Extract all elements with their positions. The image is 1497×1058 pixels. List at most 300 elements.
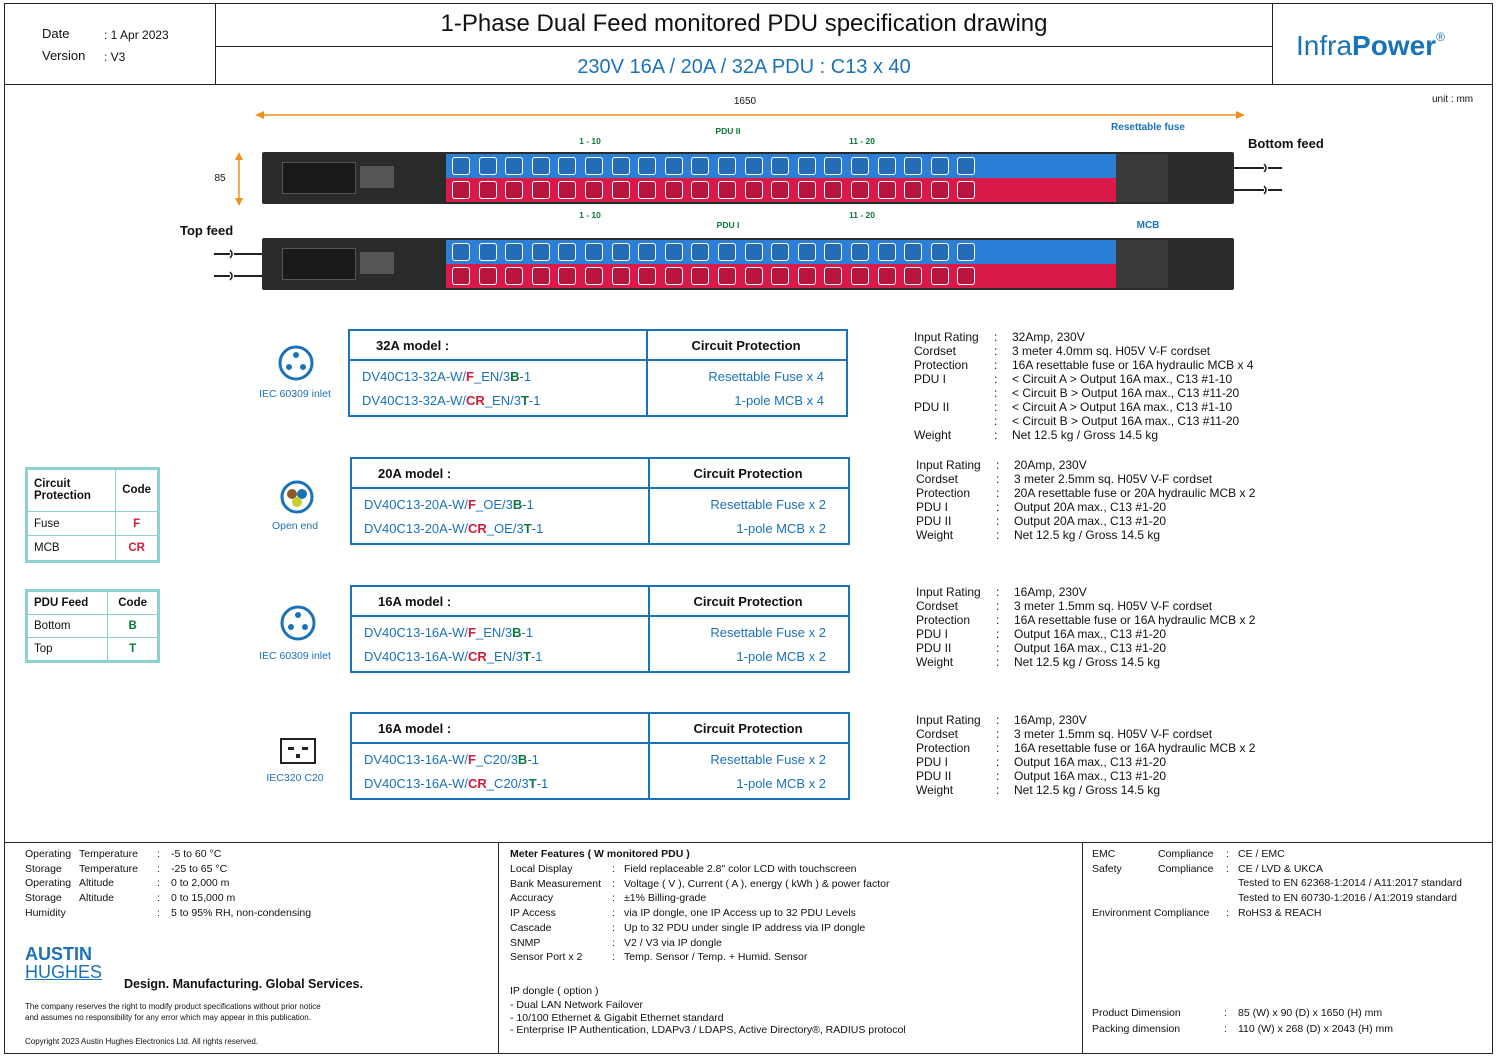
- model-box-divider: [352, 487, 848, 489]
- spec-block: [916, 458, 1255, 542]
- c13-outlet: [851, 243, 869, 261]
- spec-row: [916, 755, 1255, 769]
- env-row: [25, 906, 311, 921]
- disclaimer-line-1: The company reserves the right to modify product specifications without prior notice: [25, 1002, 321, 1011]
- c20-socket-icon: [279, 737, 317, 765]
- protection-code: CR: [466, 393, 485, 408]
- c13-outlet: [798, 157, 816, 175]
- c13-outlet: [452, 181, 470, 199]
- model-code-mid: _OE/3: [476, 497, 513, 512]
- c13-outlet: [904, 267, 922, 285]
- env-row: [25, 876, 229, 891]
- c13-outlet: [505, 157, 523, 175]
- iec60309-icon: [280, 605, 316, 641]
- c13-outlet: [638, 267, 656, 285]
- spec-colon: :: [996, 514, 1000, 528]
- spec-key: Cordset: [916, 727, 959, 741]
- c13-outlet: [638, 243, 656, 261]
- spec-value: 20A resettable fuse or 20A hydraulic MCB x 2: [1014, 486, 1256, 500]
- model-code-prefix: DV40C13-32A-W/: [362, 393, 467, 408]
- footer-divider: [4, 842, 1493, 843]
- meter-row: [510, 936, 722, 951]
- meter-colon: :: [612, 907, 615, 920]
- c13-outlet: [957, 157, 975, 175]
- protection-value: Resettable Fuse x 2: [710, 497, 826, 512]
- c13-outlet: [878, 157, 896, 175]
- protection-code: CR: [468, 521, 487, 536]
- env-type: Operating: [25, 877, 72, 890]
- model-code-suffix: -1: [519, 369, 532, 384]
- protection-value: Resettable Fuse x 2: [710, 625, 826, 640]
- protection-value: Resettable Fuse x 2: [710, 752, 826, 767]
- dimension-key: Product Dimension: [1092, 1007, 1181, 1019]
- logo-hughes: HUGHES: [25, 962, 103, 982]
- c13-outlet: [745, 267, 763, 285]
- protection-code: CR: [468, 776, 487, 791]
- env-colon: :: [157, 892, 160, 905]
- legend-fuse-code: F: [116, 511, 158, 536]
- spec-colon: :: [994, 344, 998, 358]
- spec-value: 3 meter 2.5mm sq. H05V V-F cordset: [1014, 472, 1213, 486]
- compliance-row: [1092, 876, 1462, 891]
- env-row: [25, 847, 221, 862]
- legend-mcb-label: MCB: [28, 536, 116, 561]
- spec-value: 16Amp, 230V: [1014, 585, 1087, 599]
- unit-label: unit : mm: [1432, 94, 1474, 105]
- model-code-prefix: DV40C13-16A-W/: [364, 625, 469, 640]
- spec-key: PDU II: [916, 514, 952, 528]
- spec-row: [916, 585, 1255, 599]
- spec-key: PDU I: [916, 755, 949, 769]
- c13-outlet: [612, 181, 630, 199]
- company-tagline: Design. Manufacturing. Global Services.: [124, 977, 363, 991]
- spec-row: [914, 428, 1253, 442]
- c13-outlet: [532, 157, 550, 175]
- c13-outlet: [479, 243, 497, 261]
- spec-value: 3 meter 1.5mm sq. H05V V-F cordset: [1014, 727, 1213, 741]
- copyright: Copyright 2023 Austin Hughes Electronics Ltd. All rights reserved.: [25, 1037, 259, 1046]
- page-subtitle: 230V 16A / 20A / 32A PDU : C13 x 40: [577, 56, 911, 78]
- spec-value: 16Amp, 230V: [1014, 713, 1087, 727]
- spec-key: Input Rating: [916, 585, 981, 599]
- c13-outlet: [585, 157, 603, 175]
- env-type: Humidity: [25, 906, 66, 919]
- blank-strip-red: [996, 264, 1116, 288]
- dongle-item: - Dual LAN Network Failover: [510, 999, 644, 1011]
- length-label: 1650: [733, 96, 757, 107]
- c13-outlet: [904, 157, 922, 175]
- spec-row: [916, 514, 1255, 528]
- spec-value: Net 12.5 kg / Gross 14.5 kg: [1014, 783, 1161, 797]
- protection-value: Resettable Fuse x 4: [708, 369, 824, 384]
- model-code-suffix: -1: [522, 497, 534, 512]
- spec-row: [916, 741, 1255, 755]
- spec-key: PDU I: [916, 627, 949, 641]
- spec-key: Cordset: [916, 599, 959, 613]
- spec-colon: :: [996, 599, 1000, 613]
- spec-value: 32Amp, 230V: [1012, 330, 1085, 344]
- spec-value: 16A resettable fuse or 16A hydraulic MCB x 2: [1014, 613, 1256, 627]
- spec-row: [916, 627, 1255, 641]
- c13-outlet: [718, 157, 736, 175]
- spec-colon: :: [996, 528, 1000, 542]
- inlet-label: IEC320 C20: [266, 772, 324, 784]
- spec-value: Output 16A max., C13 #1-20: [1014, 641, 1167, 655]
- date-label: Date: [42, 26, 70, 41]
- c13-outlet: [479, 181, 497, 199]
- protection-head: Circuit Protection: [691, 338, 801, 353]
- c13-outlet: [931, 157, 949, 175]
- dimension-value: 85 (W) x 90 (D) x 1650 (H) mm: [1238, 1007, 1383, 1019]
- compliance-value: CE / LVD & UKCA: [1238, 862, 1323, 875]
- logo-austin: AUSTIN: [25, 944, 92, 964]
- spec-key: Weight: [914, 428, 952, 442]
- spec-row: [916, 769, 1255, 783]
- top-feed-cables: [212, 246, 262, 286]
- c13-outlet: [505, 243, 523, 261]
- c13-outlet: [798, 243, 816, 261]
- protection-code: CR: [468, 649, 487, 664]
- c13-outlet: [532, 243, 550, 261]
- env-value: 5 to 95% RH, non-condensing: [171, 906, 312, 919]
- c13-outlet: [745, 243, 763, 261]
- model-code-mid: _C20/3: [486, 776, 529, 791]
- compliance-area: Environment Compliance: [1092, 906, 1210, 919]
- spec-colon: :: [996, 769, 1000, 783]
- legend-fuse-label: Fuse: [28, 511, 116, 536]
- meter-value: Field replaceable 2.8" color LCD with touchscreen: [624, 863, 857, 875]
- spec-colon: :: [996, 472, 1000, 486]
- c13-outlet: [878, 181, 896, 199]
- spec-colon: :: [996, 627, 1000, 641]
- env-value: -5 to 60 °C: [171, 848, 222, 860]
- meter-colon: :: [612, 951, 615, 964]
- meter-value: Voltage ( V ), Current ( A ), energy ( kWh ) & power factor: [624, 877, 890, 890]
- lcd-display: [282, 248, 356, 280]
- model-code-line: [364, 752, 539, 767]
- legend-top-code: T: [108, 638, 158, 661]
- spec-value: 3 meter 4.0mm sq. H05V V-F cordset: [1012, 344, 1211, 358]
- spec-value: < Circuit A > Output 16A max., C13 #1-10: [1012, 372, 1233, 386]
- c13-outlet: [718, 243, 736, 261]
- lcd-display: [282, 162, 356, 194]
- spec-block: [914, 330, 1253, 442]
- c13-outlet: [505, 181, 523, 199]
- spec-row: [914, 358, 1253, 372]
- feed-code: T: [528, 776, 537, 791]
- protection-value: 1-pole MCB x 2: [736, 776, 826, 791]
- c13-outlet: [745, 181, 763, 199]
- model-head: 16A model :: [378, 594, 452, 609]
- spec-value: 16A resettable fuse or 16A hydraulic MCB x 2: [1014, 741, 1256, 755]
- c13-outlet: [585, 181, 603, 199]
- meter-row: [510, 921, 865, 936]
- top-feed-label: Top feed: [180, 223, 234, 238]
- spec-value: Output 20A max., C13 #1-20: [1014, 514, 1167, 528]
- spec-value: Net 12.5 kg / Gross 14.5 kg: [1012, 428, 1159, 442]
- model-code-line: [364, 625, 533, 640]
- legend-feed-header: PDU Feed: [28, 592, 108, 615]
- legend-protection-header: Circuit Protection: [28, 470, 116, 512]
- legend-bottom-label: Bottom: [28, 615, 108, 638]
- env-param: Temperature: [79, 862, 138, 875]
- pdu2-label-top: PDU II: [715, 126, 741, 136]
- c13-outlet: [771, 181, 789, 199]
- dimension-value: 110 (W) x 268 (D) x 2043 (H) mm: [1238, 1022, 1394, 1035]
- meter-value: ±1% Billing-grade: [624, 892, 707, 905]
- protection-head: Circuit Protection: [693, 721, 803, 736]
- bottom-feed-label: Bottom feed: [1248, 136, 1324, 151]
- env-param: Temperature: [79, 848, 138, 860]
- protection-value: 1-pole MCB x 2: [736, 649, 826, 664]
- protection-value: 1-pole MCB x 4: [734, 393, 824, 408]
- spec-row: [914, 386, 1253, 400]
- c13-outlet: [558, 181, 576, 199]
- c13-outlet: [851, 181, 869, 199]
- spec-value: 3 meter 1.5mm sq. H05V V-F cordset: [1014, 599, 1213, 613]
- model-code-prefix: DV40C13-16A-W/: [364, 649, 469, 664]
- env-value: 0 to 15,000 m: [171, 892, 236, 905]
- compliance-row: [1092, 891, 1457, 906]
- model-box-divider: [352, 615, 848, 617]
- c13-outlet: [665, 243, 683, 261]
- spec-colon: :: [996, 741, 1000, 755]
- spec-row: [916, 655, 1255, 669]
- dongle-item: - 10/100 Ethernet & Gigabit Ethernet standard: [510, 1011, 724, 1024]
- spec-value: < Circuit B > Output 16A max., C13 #11-20: [1012, 414, 1240, 428]
- env-type: Storage: [25, 892, 62, 905]
- spec-colon: :: [996, 486, 1000, 500]
- c13-outlet: [931, 181, 949, 199]
- group-b-label-top: 11 - 20: [849, 136, 875, 146]
- c13-outlet: [904, 243, 922, 261]
- c13-outlet: [638, 181, 656, 199]
- compliance-type: Compliance: [1158, 862, 1214, 875]
- date-value: : 1 Apr 2023: [104, 28, 169, 42]
- model-code-prefix: DV40C13-20A-W/: [364, 521, 469, 536]
- meter-features-title: Meter Features ( W monitored PDU ): [510, 848, 690, 860]
- dongle-item: - Enterprise IP Authentication, LDAPv3 / LDAPS, Active Directory®, RADIUS protocol: [510, 1024, 906, 1036]
- model-code-line: [364, 776, 548, 791]
- spec-colon: :: [996, 727, 1000, 741]
- c13-outlet: [479, 157, 497, 175]
- blank-strip-blue: [996, 240, 1116, 264]
- env-type: Operating: [25, 848, 72, 860]
- model-code-suffix: -1: [530, 649, 543, 664]
- meter-key: Bank Measurement: [510, 877, 602, 890]
- group-b-label-bottom: 11 - 20: [849, 210, 875, 220]
- ip-dongle-title: IP dongle ( option ): [510, 985, 599, 997]
- env-param: Altitude: [79, 892, 115, 905]
- model-box: [348, 329, 848, 417]
- title-divider: [215, 46, 1273, 47]
- spec-row: [916, 641, 1255, 655]
- feed-code: B: [517, 752, 528, 767]
- c13-outlet: [878, 243, 896, 261]
- spec-key: Input Rating: [914, 330, 979, 344]
- spec-colon: :: [994, 428, 998, 442]
- open-end-cable-icon: [280, 480, 314, 514]
- env-colon: :: [157, 848, 160, 860]
- env-row: [25, 891, 235, 906]
- spec-row: [914, 414, 1253, 428]
- c13-outlet: [505, 267, 523, 285]
- group-a-label-top: 1 - 10: [579, 136, 601, 146]
- spec-value: Net 12.5 kg / Gross 14.5 kg: [1014, 528, 1161, 542]
- c13-outlet: [771, 157, 789, 175]
- model-code-line: [362, 369, 531, 384]
- c13-outlet: [665, 157, 683, 175]
- protection-code-legend: [25, 467, 160, 563]
- lan-ports: [360, 252, 394, 274]
- meter-value: Up to 32 PDU under single IP address via IP dongle: [624, 921, 866, 934]
- pdu1-label: PDU I: [716, 220, 740, 230]
- compliance-row: [1092, 847, 1285, 862]
- c13-outlet: [851, 157, 869, 175]
- spec-key: Protection: [916, 613, 971, 627]
- compliance-value: CE / EMC: [1238, 848, 1285, 860]
- c13-outlet: [585, 243, 603, 261]
- feed-code-legend: [25, 589, 160, 663]
- model-box-divider: [352, 742, 848, 744]
- model-code-suffix: -1: [521, 625, 534, 640]
- compliance-value: Tested to EN 60730-1:2016 / A1:2019 standard: [1238, 892, 1457, 905]
- header-vline-2: [1272, 3, 1273, 85]
- spec-key: PDU II: [916, 641, 952, 655]
- dimension-row: [1092, 1006, 1382, 1021]
- compliance-colon: :: [1226, 848, 1229, 860]
- fuse-module: [1116, 154, 1168, 202]
- header-divider: [4, 84, 1493, 85]
- meter-value: Temp. Sensor / Temp. + Humid. Sensor: [624, 951, 808, 964]
- model-code-mid: _OE/3: [486, 521, 524, 536]
- spec-colon: :: [996, 713, 1000, 727]
- spec-row: [914, 330, 1253, 344]
- c13-outlet: [824, 181, 842, 199]
- model-box: [350, 712, 850, 800]
- meter-key: Accuracy: [510, 892, 554, 905]
- model-code-suffix: -1: [527, 752, 539, 767]
- spec-row: [916, 486, 1255, 500]
- footer-vline-2: [1082, 842, 1083, 1054]
- spec-key: Cordset: [916, 472, 959, 486]
- feed-code: T: [520, 393, 529, 408]
- model-code-prefix: DV40C13-32A-W/: [362, 369, 467, 384]
- env-row: [25, 862, 227, 877]
- legend-bottom-code: B: [108, 615, 158, 638]
- spec-colon: :: [996, 458, 1000, 472]
- meter-row: [510, 906, 856, 921]
- spec-block: [916, 585, 1255, 669]
- page-title: 1-Phase Dual Feed monitored PDU specification drawing: [440, 10, 1048, 37]
- model-code-line: [362, 393, 540, 408]
- protection-head: Circuit Protection: [693, 466, 803, 481]
- c13-outlet: [931, 243, 949, 261]
- protection-head: Circuit Protection: [693, 594, 803, 609]
- model-code-suffix: -1: [536, 776, 549, 791]
- logo-part-b: Power: [1352, 30, 1437, 61]
- meter-key: SNMP: [510, 936, 541, 949]
- spec-value: Output 20A max., C13 #1-20: [1014, 500, 1167, 514]
- c13-outlet: [479, 267, 497, 285]
- protection-code: F: [468, 752, 476, 767]
- model-box-divider: [350, 359, 846, 361]
- spec-row: [916, 500, 1255, 514]
- spec-colon: :: [996, 500, 1000, 514]
- spec-key: PDU II: [916, 769, 952, 783]
- compliance-area: Safety: [1092, 862, 1122, 875]
- c13-outlet: [718, 181, 736, 199]
- spec-row: [916, 613, 1255, 627]
- c13-outlet: [452, 267, 470, 285]
- spec-key: Protection: [916, 741, 971, 755]
- feed-code: B: [510, 369, 520, 384]
- spec-key: Weight: [916, 528, 954, 542]
- resettable-fuse-label: Resettable fuse: [1111, 122, 1185, 133]
- protection-code: F: [466, 369, 474, 384]
- spec-key: PDU II: [914, 400, 950, 414]
- spec-row: [916, 783, 1255, 797]
- c13-outlet: [878, 267, 896, 285]
- c13-outlet: [718, 267, 736, 285]
- c13-outlet: [532, 181, 550, 199]
- c13-outlet: [638, 157, 656, 175]
- austin-hughes-logo: [25, 945, 102, 981]
- spec-colon: :: [996, 641, 1000, 655]
- c13-outlet: [691, 267, 709, 285]
- c13-outlet: [957, 267, 975, 285]
- mcb-module: [1116, 240, 1168, 288]
- meter-row: [510, 950, 807, 965]
- spec-value: Output 16A max., C13 #1-20: [1014, 755, 1167, 769]
- protection-code: F: [468, 497, 476, 512]
- model-box: [350, 457, 850, 545]
- model-code-mid: _C20/3: [476, 752, 518, 767]
- c13-outlet: [957, 181, 975, 199]
- spec-value: 16A resettable fuse or 16A hydraulic MCB x 4: [1012, 358, 1254, 372]
- compliance-colon: :: [1226, 862, 1229, 875]
- meter-row: [510, 891, 706, 906]
- model-code-suffix: -1: [528, 393, 541, 408]
- spec-row: [916, 599, 1255, 613]
- protection-code: F: [468, 625, 476, 640]
- c13-outlet: [798, 181, 816, 199]
- spec-colon: :: [994, 400, 998, 414]
- model-code-mid: _EN/3: [476, 625, 513, 640]
- meter-key: Sensor Port x 2: [510, 951, 583, 964]
- model-code-line: [364, 649, 542, 664]
- height-label: 85: [214, 173, 226, 184]
- inlet-label: IEC 60309 inlet: [259, 650, 331, 662]
- model-code-prefix: DV40C13-16A-W/: [364, 776, 469, 791]
- dimension-colon: :: [1224, 1022, 1227, 1035]
- model-code-prefix: DV40C13-20A-W/: [364, 497, 469, 512]
- c13-outlet: [452, 157, 470, 175]
- spec-key: PDU I: [914, 372, 947, 386]
- meter-colon: :: [612, 892, 615, 905]
- spec-row: [916, 472, 1255, 486]
- group-a-label-bottom: 1 - 10: [579, 210, 601, 220]
- version-value: : V3: [104, 50, 126, 64]
- model-box: [350, 585, 850, 673]
- spec-colon: :: [996, 585, 1000, 599]
- spec-key: Cordset: [914, 344, 957, 358]
- spec-colon: :: [994, 330, 998, 344]
- c13-outlet: [798, 267, 816, 285]
- c13-outlet: [558, 243, 576, 261]
- feed-code: T: [523, 521, 532, 536]
- model-code-suffix: -1: [531, 521, 544, 536]
